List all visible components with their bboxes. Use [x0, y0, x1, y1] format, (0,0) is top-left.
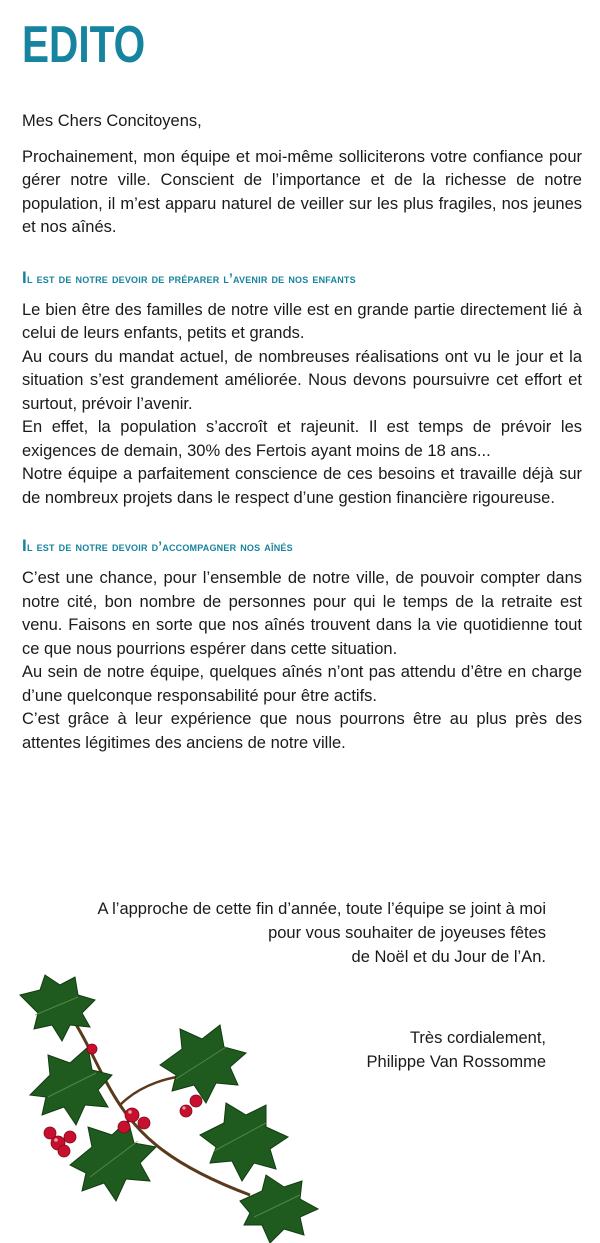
elders-paragraph-1: C’est une chance, pour l’ensemble de notre ville, de pouvoir compter dans notre cité, bon nombre de personnes pour qui le temps de la retraite est venu. Faisons en sorte que nos aînés trouvent dans la vie quotidienne tout ce que nous pourrions espérer dans cette situation. — [22, 569, 582, 658]
page-title: EDITO — [22, 16, 146, 74]
holly-icon — [0, 955, 340, 1243]
children-paragraph-4: Notre équipe a parfaitement conscience de ces besoins et travaille déjà sur de nombreux projets dans le respect d’une gestion financière rigoureuse. — [22, 465, 582, 507]
section-heading-elders: Il est de notre devoir d’accompagner nos aînés — [22, 536, 293, 555]
edito-body — [22, 110, 582, 755]
section-heading-children: Il est de notre devoir de préparer l’avenir de nos enfants — [22, 267, 356, 287]
elders-paragraph-3: C’est grâce à leur expérience que nous pourrons être au plus près des attentes légitimes des anciens de notre ville. — [22, 710, 582, 752]
salutation: Très cordialement, — [409, 1029, 546, 1047]
greeting: Mes Chers Concitoyens, — [22, 112, 202, 130]
signoff — [367, 1026, 546, 1074]
children-paragraph-2: Au cours du mandat actuel, de nombreuses réalisations ont vu le jour et la situation s’est grandement améliorée. Nous devons poursuivre cet effort et surtout, prévoir l’avenir. — [22, 347, 582, 413]
children-paragraph-1: Le bien être des familles de notre ville est en grande partie directement lié à celui de leurs enfants, petits et grands. — [22, 300, 582, 342]
elders-paragraph-2: Au sein de notre équipe, quelques aînés n’ont pas attendu d’être en charge d’une quelconque responsabilité pour être actifs. — [22, 663, 582, 705]
signature-name: Philippe Van Rossomme — [366, 1053, 546, 1071]
closing-line-2: pour vous souhaiter de joyeuses fêtes — [268, 924, 546, 942]
closing-line-1: A l’approche de cette fin d’année, toute l’équipe se joint à moi — [97, 900, 546, 918]
children-paragraph-3: En effet, la population s’accroît et rajeunit. Il est temps de prévoir les exigences de demain, 30% des Fertois ayant moins de 18 ans... — [22, 418, 582, 460]
closing-line-3: de Noël et du Jour de l’An. — [351, 948, 546, 966]
intro-paragraph: Prochainement, mon équipe et moi-même solliciterons votre confiance pour gérer notre ville. Conscient de l’importance et de la richesse de notre population, il m’est apparu naturel de veiller sur les plus fragiles, nos jeunes et nos aînés. — [22, 147, 582, 236]
